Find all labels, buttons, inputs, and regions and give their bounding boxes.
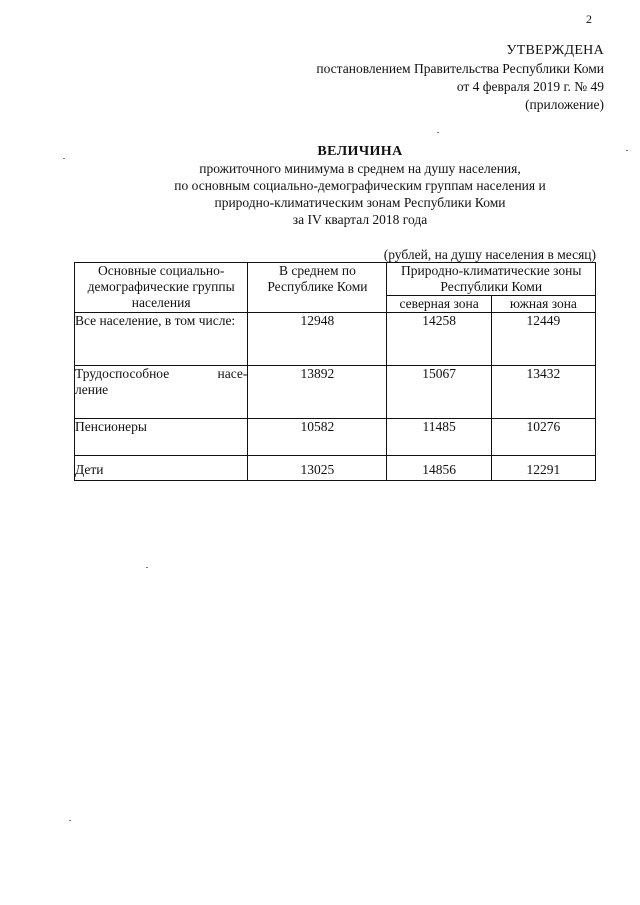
title-line-3: по основным социально-демографическим группам населения и bbox=[174, 178, 546, 193]
row-label-part-3: ление bbox=[75, 382, 109, 397]
cell-south: 12291 bbox=[491, 456, 595, 481]
header-group: Основные социально-демографические группы населения bbox=[75, 263, 248, 313]
header-zones: Природно-климатические зоны Республики Коми bbox=[387, 263, 596, 296]
row-label bbox=[75, 366, 248, 419]
table-row bbox=[75, 419, 596, 456]
table-row bbox=[75, 313, 596, 366]
header-row-1 bbox=[75, 263, 596, 296]
cell-north: 14856 bbox=[387, 456, 491, 481]
units-note: (рублей, на душу населения в месяц) bbox=[383, 247, 596, 262]
row-label-part-2: насе- bbox=[217, 366, 248, 381]
scan-speck bbox=[69, 820, 71, 821]
cell-north: 15067 bbox=[387, 366, 491, 419]
approval-decree: постановлением Правительства Республики Коми bbox=[316, 61, 604, 76]
cell-average: 12948 bbox=[248, 313, 387, 366]
header-average: В среднем по Республике Коми bbox=[248, 263, 387, 313]
header-north: северная зона bbox=[387, 296, 491, 313]
cell-average: 13892 bbox=[248, 366, 387, 419]
approval-note: (приложение) bbox=[525, 97, 604, 112]
cell-south: 12449 bbox=[491, 313, 595, 366]
row-label: Дети bbox=[75, 456, 248, 481]
document-title bbox=[60, 143, 640, 228]
scan-speck bbox=[146, 567, 148, 568]
scan-speck bbox=[626, 150, 628, 151]
table-row bbox=[75, 456, 596, 481]
scan-speck bbox=[437, 132, 439, 133]
header-south: южная зона bbox=[491, 296, 595, 313]
cell-south: 13432 bbox=[491, 366, 595, 419]
page-number: 2 bbox=[586, 12, 592, 26]
cell-north: 11485 bbox=[387, 419, 491, 456]
row-label: Все население, в том числе: bbox=[75, 313, 248, 366]
cell-north: 14258 bbox=[387, 313, 491, 366]
cell-average: 10582 bbox=[248, 419, 387, 456]
title-main: ВЕЛИЧИНА bbox=[317, 144, 403, 159]
approval-date: от 4 февраля 2019 г. № 49 bbox=[456, 79, 604, 94]
title-line-5: за IV квартал 2018 года bbox=[292, 212, 428, 227]
cell-average: 13025 bbox=[248, 456, 387, 481]
subsistence-table bbox=[74, 262, 596, 481]
approval-heading: УТВЕРЖДЕНА bbox=[506, 43, 604, 58]
scan-speck bbox=[63, 158, 65, 159]
title-line-2: прожиточного минимума в среднем на душу населения, bbox=[199, 161, 521, 176]
row-label-part-1: Трудоспособное bbox=[75, 366, 170, 381]
cell-south: 10276 bbox=[491, 419, 595, 456]
row-label-justified bbox=[75, 366, 247, 382]
row-label: Пенсионеры bbox=[75, 419, 248, 456]
table-row bbox=[75, 366, 596, 419]
title-line-4: природно-климатическим зонам Республики Коми bbox=[214, 195, 506, 210]
approval-stamp bbox=[316, 42, 604, 114]
